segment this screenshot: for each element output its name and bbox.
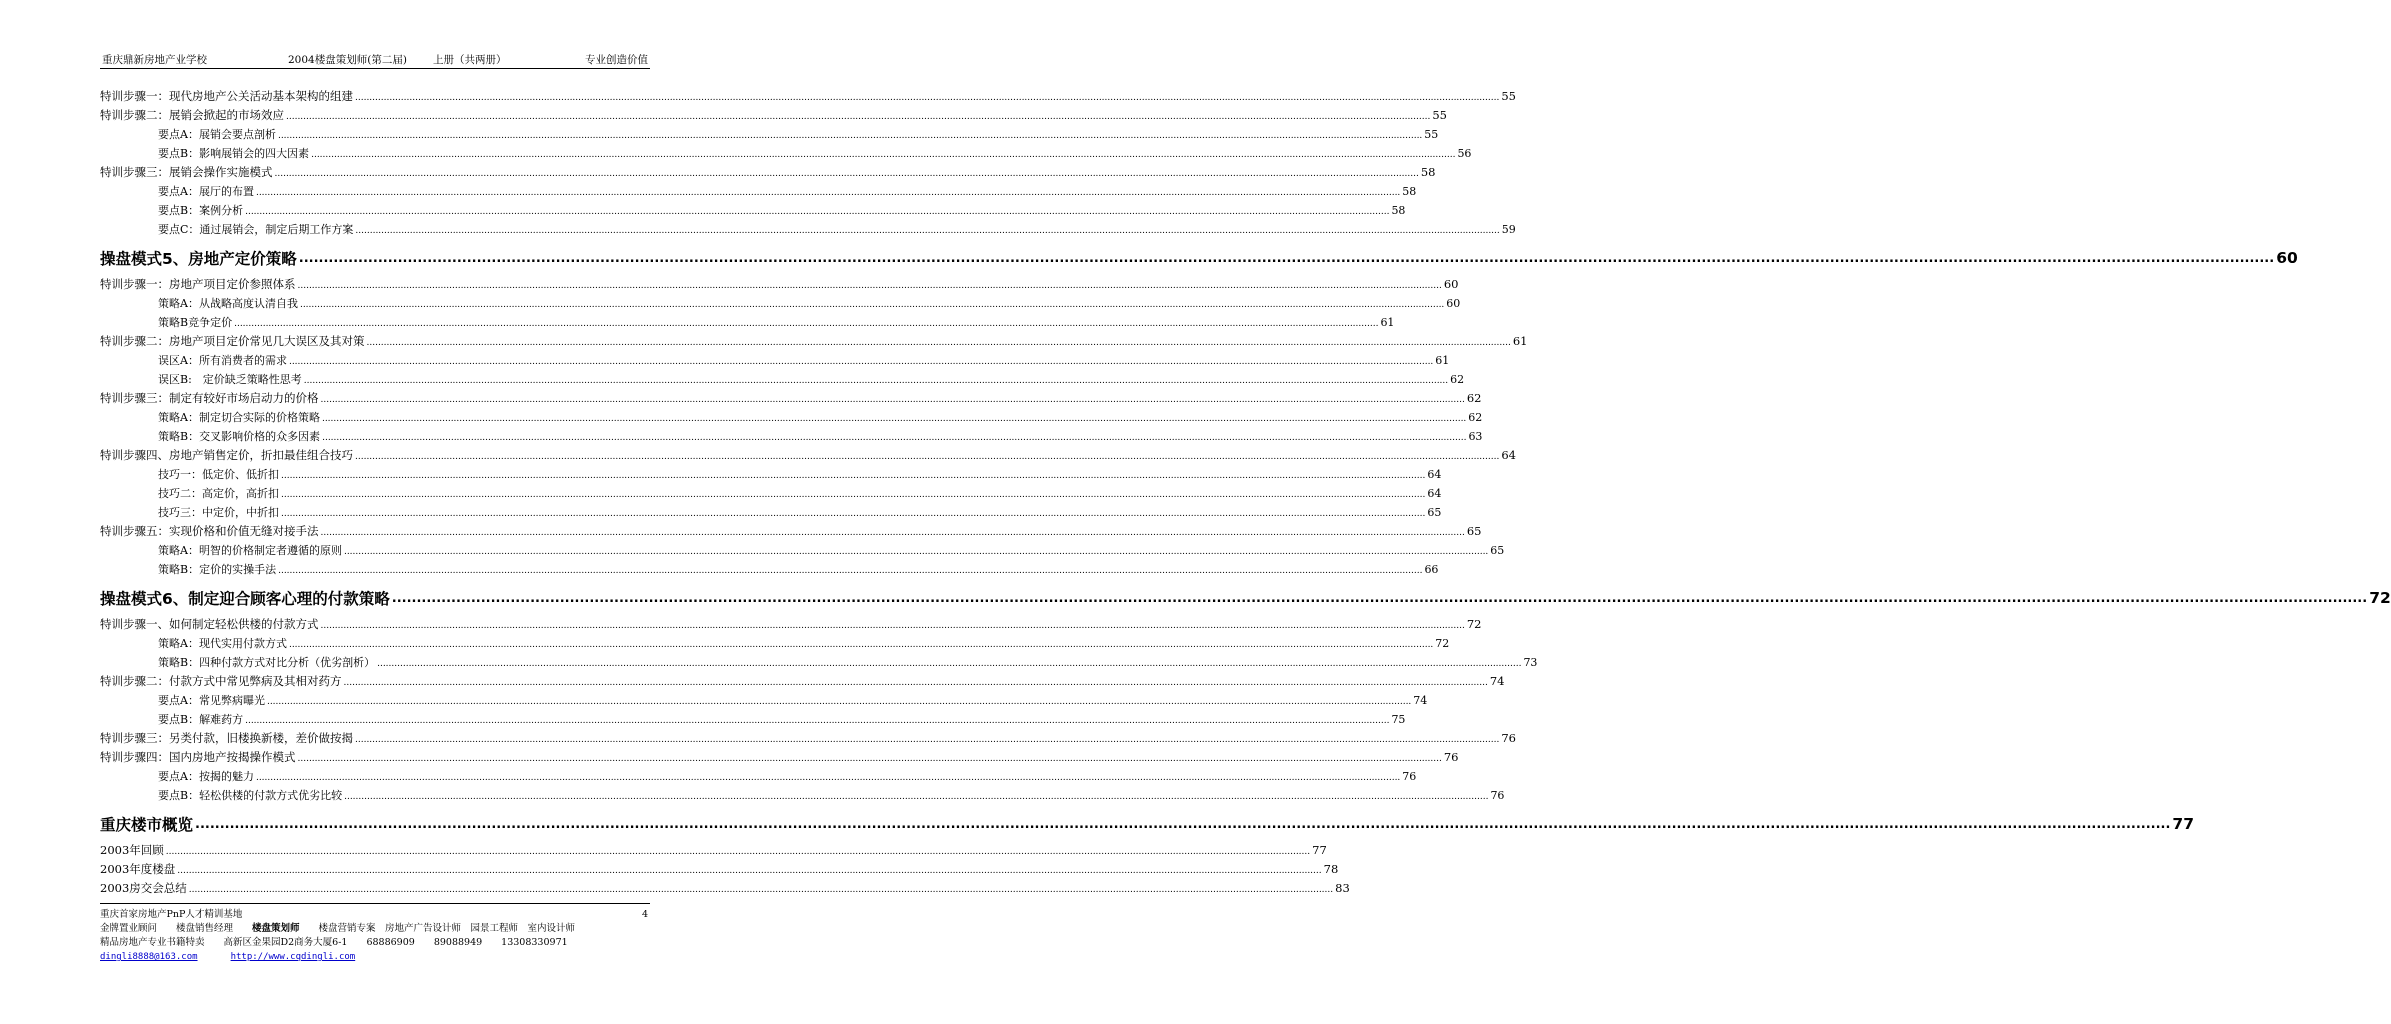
toc-entry-page: 76 xyxy=(1402,770,1417,783)
toc-entry-page: 72 xyxy=(1435,637,1450,650)
toc-leader-dots: ................................................................................................................................................................................................................................................................................................................................................................................................................ xyxy=(320,528,1465,538)
toc-entry-page: 77 xyxy=(2172,815,2194,833)
toc-leader-dots: ................................................................................................................................................................................................................................................................................................................................................................................................................ xyxy=(344,792,1489,802)
footer-website-link[interactable]: http://www.cqdingli.com xyxy=(230,952,356,962)
toc-entry-title: 特训步骤三：另类付款，旧楼换新楼，差价做按揭 xyxy=(100,731,353,745)
header-course: 2004楼盘策划师(第二届) xyxy=(288,54,407,66)
toc-entry-title: 要点A：展厅的布置 xyxy=(158,185,254,198)
toc-leader-dots: ................................................................................................................................................................................................................................................................................................................................................................................................................ xyxy=(320,395,1465,405)
toc-entry[interactable] xyxy=(100,542,1505,561)
toc-entry[interactable] xyxy=(100,561,1439,580)
toc-entry-page: 59 xyxy=(1501,223,1516,236)
toc-leader-dots: ................................................................................................................................................................................................................................................................................................................................................................................................................ xyxy=(391,590,2368,606)
toc-entry-title: 技巧一：低定价、低折扣 xyxy=(158,468,279,481)
toc-leader-dots: ................................................................................................................................................................................................................................................................................................................................................................................................................ xyxy=(355,226,1500,236)
toc-leader-dots: ................................................................................................................................................................................................................................................................................................................................................................................................................ xyxy=(188,885,1334,895)
footer-courses-a: 金牌置业顾问 楼盘销售经理 xyxy=(100,923,253,934)
toc-entry[interactable] xyxy=(100,352,1450,371)
toc-entry-title: 要点B：影响展销会的四大因素 xyxy=(158,147,310,160)
toc-entry[interactable] xyxy=(100,654,1538,673)
toc-entry-page: 64 xyxy=(1427,468,1442,481)
footer-email-link[interactable]: dingli8888@163.com xyxy=(100,952,198,962)
toc-entry-title: 特训步骤四、房地产销售定价，折扣最佳组合技巧 xyxy=(100,448,353,462)
toc-leader-dots: ................................................................................................................................................................................................................................................................................................................................................................................................................ xyxy=(281,509,1426,519)
toc-leader-dots: ................................................................................................................................................................................................................................................................................................................................................................................................................ xyxy=(274,169,1419,179)
toc-entry-title: 2003年度楼盘 xyxy=(100,862,176,876)
toc-entry-title: 特训步骤四：国内房地产按揭操作模式 xyxy=(100,750,296,764)
toc-entry-page: 77 xyxy=(1312,843,1327,857)
toc-entry[interactable] xyxy=(100,314,1395,333)
toc-leader-dots: ................................................................................................................................................................................................................................................................................................................................................................................................................ xyxy=(255,773,1401,783)
toc-leader-dots: ................................................................................................................................................................................................................................................................................................................................................................................................................ xyxy=(343,678,1488,688)
toc-leader-dots: ................................................................................................................................................................................................................................................................................................................................................................................................................ xyxy=(320,621,1465,631)
toc-entry-page: 74 xyxy=(1489,674,1505,688)
toc-entry-title: 特训步骤五：实现价格和价值无缝对接手法 xyxy=(100,524,319,538)
toc-entry-page: 65 xyxy=(1427,506,1442,519)
toc-leader-dots: ................................................................................................................................................................................................................................................................................................................................................................................................................ xyxy=(355,93,1500,103)
toc-entry-title: 策略B竞争定价 xyxy=(158,316,233,329)
toc-leader-dots: ................................................................................................................................................................................................................................................................................................................................................................................................................ xyxy=(288,640,1434,650)
toc-leader-dots: ................................................................................................................................................................................................................................................................................................................................................................................................................ xyxy=(377,659,1522,669)
toc-leader-dots: ................................................................................................................................................................................................................................................................................................................................................................................................................ xyxy=(165,847,1311,857)
page-header xyxy=(100,50,650,68)
toc-leader-dots: ................................................................................................................................................................................................................................................................................................................................................................................................................ xyxy=(366,338,1511,348)
toc-entry-page: 72 xyxy=(1466,617,1482,631)
toc-entry-title: 特训步骤二：房地产项目定价常见几大误区及其对策 xyxy=(100,334,365,348)
toc-entry[interactable] xyxy=(100,673,1505,692)
header-school: 重庆鼎新房地产业学校 xyxy=(102,54,207,66)
table-of-contents xyxy=(100,88,2391,899)
toc-entry-title: 特训步骤二：展销会掀起的市场效应 xyxy=(100,108,284,122)
toc-leader-dots: ................................................................................................................................................................................................................................................................................................................................................................................................................ xyxy=(278,566,1423,576)
toc-entry-title: 特训步骤三：展销会操作实施模式 xyxy=(100,165,273,179)
toc-entry[interactable] xyxy=(100,635,1450,654)
toc-entry-title: 误区A：所有消费者的需求 xyxy=(158,354,287,367)
toc-entry-title: 要点A：展销会要点剖析 xyxy=(158,128,276,141)
toc-entry[interactable] xyxy=(100,183,1417,202)
toc-entry[interactable] xyxy=(100,466,1442,485)
page-footer xyxy=(100,908,660,964)
toc-entry[interactable] xyxy=(100,768,1417,787)
toc-entry-page: 75 xyxy=(1391,713,1406,726)
toc-entry-page: 64 xyxy=(1501,448,1516,462)
toc-entry-title: 操盘模式6、制定迎合顾客心理的付款策略 xyxy=(100,590,390,608)
toc-leader-dots: ................................................................................................................................................................................................................................................................................................................................................................................................................ xyxy=(281,490,1426,500)
toc-entry[interactable] xyxy=(100,730,1516,749)
toc-entry-page: 56 xyxy=(1457,147,1472,160)
toc-leader-dots: ................................................................................................................................................................................................................................................................................................................................................................................................................ xyxy=(298,250,2275,266)
toc-entry-title: 特训步骤三：制定有较好市场启动力的价格 xyxy=(100,391,319,405)
toc-entry-page: 65 xyxy=(1466,524,1482,538)
toc-entry-title: 技巧三：中定价，中折扣 xyxy=(158,506,279,519)
toc-entry-title: 2003年回顾 xyxy=(100,843,164,857)
page-number: 4 xyxy=(641,909,648,920)
toc-chapter-entry[interactable] xyxy=(100,240,2298,276)
toc-entry-page: 60 xyxy=(1446,297,1461,310)
toc-entry-title: 重庆楼市概览 xyxy=(100,816,194,834)
toc-leader-dots: ................................................................................................................................................................................................................................................................................................................................................................................................................ xyxy=(245,207,1390,217)
toc-chapter-entry[interactable] xyxy=(100,580,2391,616)
toc-entry-title: 特训步骤一：现代房地产公关活动基本架构的组建 xyxy=(100,89,353,103)
toc-entry[interactable] xyxy=(100,787,1505,806)
toc-entry[interactable] xyxy=(100,276,1459,295)
toc-entry[interactable] xyxy=(100,711,1406,730)
toc-entry-title: 误区B: 定价缺乏策略性思考 xyxy=(158,373,302,386)
toc-entry[interactable] xyxy=(100,616,1482,635)
toc-entry[interactable] xyxy=(100,202,1406,221)
toc-entry-title: 策略A：明智的价格制定者遵循的原则 xyxy=(158,544,342,557)
toc-entry-page: 58 xyxy=(1420,165,1436,179)
toc-leader-dots: ................................................................................................................................................................................................................................................................................................................................................................................................................ xyxy=(288,357,1434,367)
toc-entry-page: 62 xyxy=(1466,391,1482,405)
toc-entry[interactable] xyxy=(100,333,1528,352)
toc-entry[interactable] xyxy=(100,523,1482,542)
toc-entry-page: 76 xyxy=(1490,789,1505,802)
toc-entry[interactable] xyxy=(100,485,1442,504)
footer-divider xyxy=(100,903,650,904)
toc-leader-dots: ................................................................................................................................................................................................................................................................................................................................................................................................................ xyxy=(322,433,1467,443)
toc-entry-page: 62 xyxy=(1450,373,1465,386)
toc-entry-page: 58 xyxy=(1391,204,1406,217)
toc-entry-page: 60 xyxy=(1443,277,1459,291)
toc-leader-dots: ................................................................................................................................................................................................................................................................................................................................................................................................................ xyxy=(343,547,1489,557)
toc-entry-page: 76 xyxy=(1501,731,1516,745)
toc-entry-title: 策略B：定价的实操手法 xyxy=(158,563,277,576)
toc-entry-page: 55 xyxy=(1501,89,1516,103)
toc-entry-page: 83 xyxy=(1335,881,1350,895)
toc-leader-dots: ................................................................................................................................................................................................................................................................................................................................................................................................................ xyxy=(355,735,1500,745)
toc-entry-title: 技巧二：高定价，高折扣 xyxy=(158,487,279,500)
toc-entry[interactable] xyxy=(100,447,1516,466)
header-volume: 上册（共两册） xyxy=(433,54,507,66)
toc-leader-dots: ................................................................................................................................................................................................................................................................................................................................................................................................................ xyxy=(321,414,1467,424)
toc-entry[interactable] xyxy=(100,880,1350,899)
footer-courses-c: 楼盘营销专案 房地产广告设计师 园景工程师 室内设计师 xyxy=(299,923,576,934)
toc-entry-page: 55 xyxy=(1424,128,1439,141)
toc-entry[interactable] xyxy=(100,221,1516,240)
toc-leader-dots: ................................................................................................................................................................................................................................................................................................................................................................................................................ xyxy=(245,716,1390,726)
toc-leader-dots: ................................................................................................................................................................................................................................................................................................................................................................................................................ xyxy=(297,281,1442,291)
toc-entry-title: 2003房交会总结 xyxy=(100,881,187,895)
toc-entry-title: 要点B：轻松供楼的付款方式优劣比较 xyxy=(158,789,343,802)
toc-entry[interactable] xyxy=(100,504,1442,523)
toc-entry[interactable] xyxy=(100,371,1465,390)
footer-tagline: 重庆首家房地产PnP人才精训基地 xyxy=(100,909,243,920)
toc-entry-title: 策略B：四种付款方式对比分析（优劣剖析） xyxy=(158,656,376,669)
toc-entry-page: 78 xyxy=(1323,862,1339,876)
toc-entry-page: 66 xyxy=(1424,563,1439,576)
toc-entry[interactable] xyxy=(100,692,1428,711)
toc-leader-dots: ................................................................................................................................................................................................................................................................................................................................................................................................................ xyxy=(297,754,1442,764)
toc-entry[interactable] xyxy=(100,390,1482,409)
toc-entry[interactable] xyxy=(100,164,1436,183)
toc-entry-title: 特训步骤一、如何制定轻松供楼的付款方式 xyxy=(100,617,319,631)
toc-entry-page: 76 xyxy=(1443,750,1459,764)
toc-entry-title: 要点B：案例分析 xyxy=(158,204,244,217)
toc-entry-page: 72 xyxy=(2369,589,2391,607)
toc-entry-title: 特训步骤一：房地产项目定价参照体系 xyxy=(100,277,296,291)
toc-leader-dots: ................................................................................................................................................................................................................................................................................................................................................................................................................ xyxy=(177,866,1322,876)
toc-entry-page: 58 xyxy=(1402,185,1417,198)
toc-leader-dots: ................................................................................................................................................................................................................................................................................................................................................................................................................ xyxy=(355,452,1500,462)
toc-entry[interactable] xyxy=(100,88,1516,107)
toc-chapter-entry[interactable] xyxy=(100,806,2194,842)
toc-entry[interactable] xyxy=(100,126,1439,145)
toc-entry-page: 62 xyxy=(1468,411,1483,424)
toc-entry-title: 策略B：交叉影响价格的众多因素 xyxy=(158,430,321,443)
toc-entry[interactable] xyxy=(100,107,1447,126)
toc-entry[interactable] xyxy=(100,861,1339,880)
toc-entry[interactable] xyxy=(100,295,1461,314)
toc-leader-dots: ................................................................................................................................................................................................................................................................................................................................................................................................................ xyxy=(255,188,1401,198)
toc-entry-page: 73 xyxy=(1523,656,1538,669)
toc-entry[interactable] xyxy=(100,842,1327,861)
toc-entry-page: 61 xyxy=(1380,316,1395,329)
toc-entry-page: 65 xyxy=(1490,544,1505,557)
toc-entry-page: 61 xyxy=(1512,334,1528,348)
toc-entry-title: 策略A：从战略高度认清自我 xyxy=(158,297,298,310)
toc-entry[interactable] xyxy=(100,428,1483,447)
toc-entry-title: 要点A：按揭的魅力 xyxy=(158,770,254,783)
toc-entry-title: 要点A：常见弊病曝光 xyxy=(158,694,265,707)
toc-leader-dots: ................................................................................................................................................................................................................................................................................................................................................................................................................ xyxy=(303,376,1449,386)
toc-entry-title: 要点B：解难药方 xyxy=(158,713,244,726)
footer-contact: 精品房地产专业书籍特卖 高新区金果园D2商务大厦6-1 68886909 89088949 13308330971 xyxy=(100,937,568,948)
toc-entry-title: 要点C：通过展销会，制定后期工作方案 xyxy=(158,223,354,236)
toc-entry-page: 55 xyxy=(1432,108,1447,122)
toc-leader-dots: ................................................................................................................................................................................................................................................................................................................................................................................................................ xyxy=(234,319,1379,329)
header-divider xyxy=(100,68,650,69)
toc-leader-dots: ................................................................................................................................................................................................................................................................................................................................................................................................................ xyxy=(195,816,2171,832)
toc-entry[interactable] xyxy=(100,409,1483,428)
toc-leader-dots: ................................................................................................................................................................................................................................................................................................................................................................................................................ xyxy=(311,150,1456,160)
toc-entry-title: 策略A：制定切合实际的价格策略 xyxy=(158,411,320,424)
toc-leader-dots: ................................................................................................................................................................................................................................................................................................................................................................................................................ xyxy=(266,697,1412,707)
toc-entry-page: 61 xyxy=(1435,354,1450,367)
toc-entry-page: 74 xyxy=(1413,694,1428,707)
toc-entry-title: 策略A：现代实用付款方式 xyxy=(158,637,287,650)
footer-courses-highlight: 楼盘策划师 xyxy=(252,923,300,934)
toc-entry-page: 64 xyxy=(1427,487,1442,500)
toc-entry-title: 操盘模式5、房地产定价策略 xyxy=(100,250,297,268)
toc-entry-title: 特训步骤二：付款方式中常见弊病及其相对药方 xyxy=(100,674,342,688)
toc-leader-dots: ................................................................................................................................................................................................................................................................................................................................................................................................................ xyxy=(281,471,1426,481)
toc-entry-page: 63 xyxy=(1468,430,1483,443)
toc-entry[interactable] xyxy=(100,145,1472,164)
toc-entry[interactable] xyxy=(100,749,1459,768)
toc-entry-page: 60 xyxy=(2276,249,2298,267)
toc-leader-dots: ................................................................................................................................................................................................................................................................................................................................................................................................................ xyxy=(277,131,1423,141)
header-slogan: 专业创造价值 xyxy=(585,54,648,66)
toc-leader-dots: ................................................................................................................................................................................................................................................................................................................................................................................................................ xyxy=(299,300,1445,310)
toc-leader-dots: ................................................................................................................................................................................................................................................................................................................................................................................................................ xyxy=(286,112,1431,122)
